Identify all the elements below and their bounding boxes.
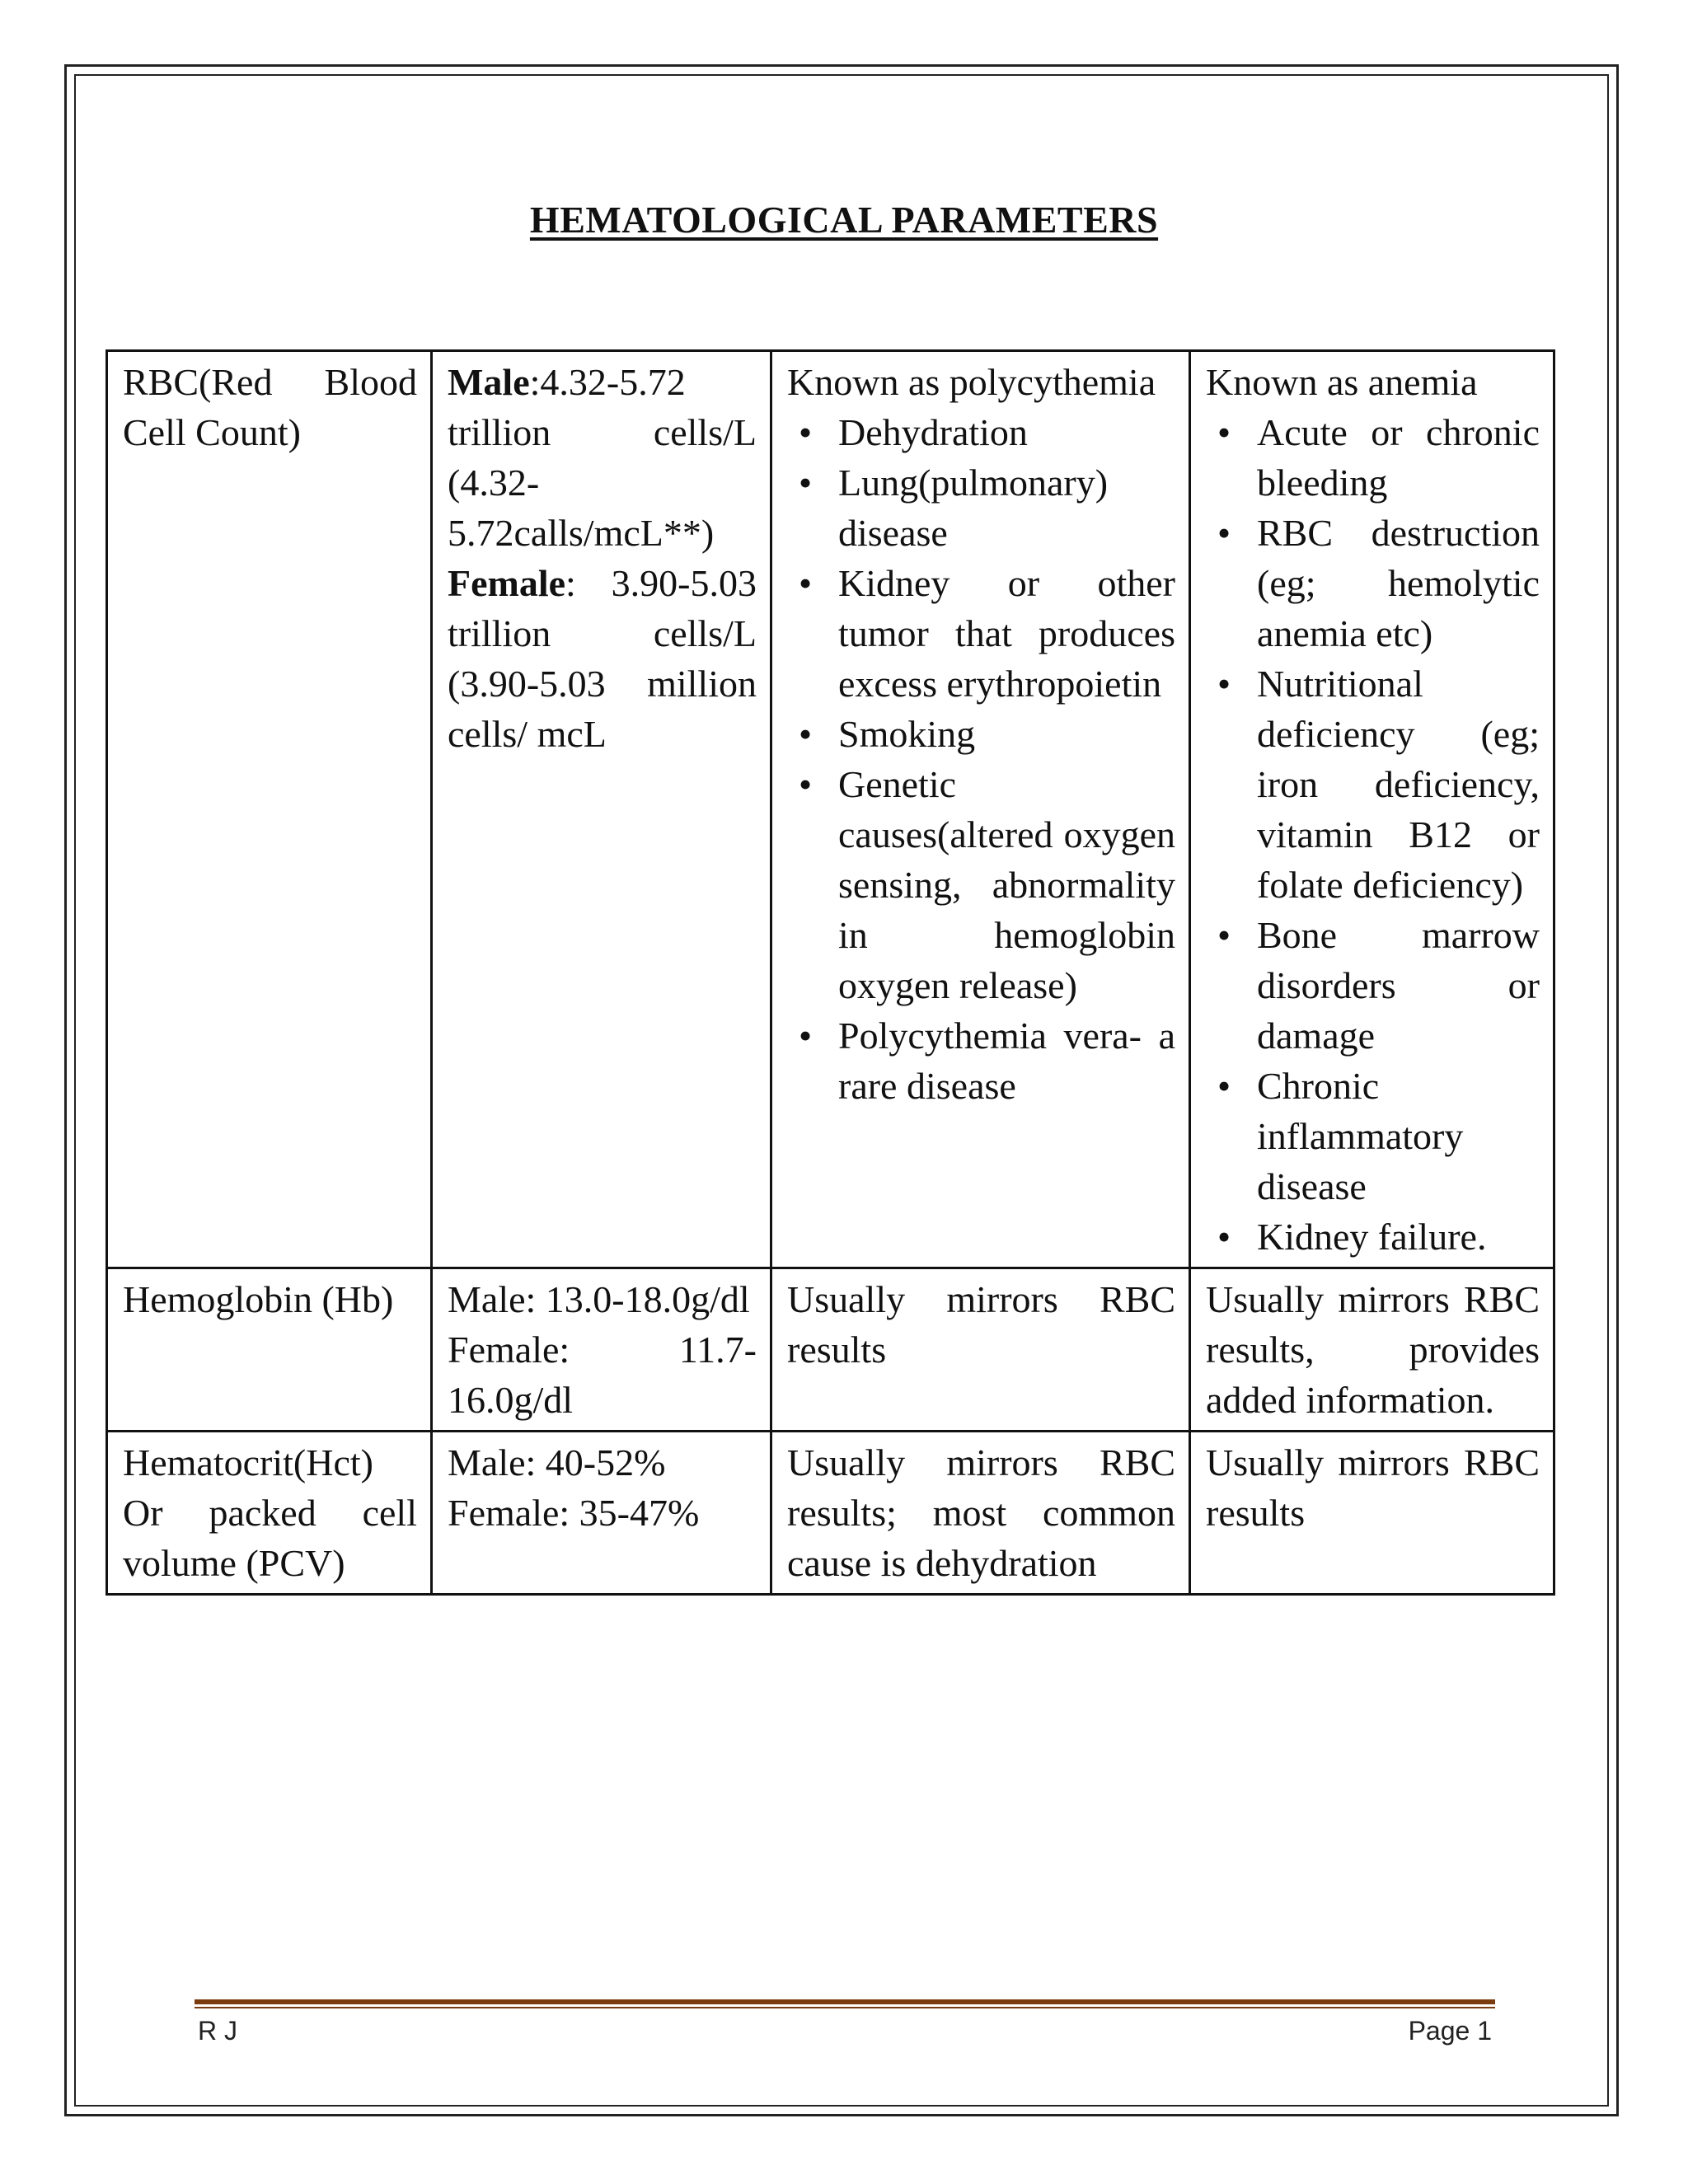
- list-item: • Dehydration: [787, 407, 1175, 457]
- list-item: • Kidney or other tumor that produces excess erythropoietin: [787, 558, 1175, 709]
- range-cell: [432, 1268, 771, 1432]
- footer-rule-thin: [195, 2007, 1495, 2008]
- list-item: • Kidney failure.: [1206, 1212, 1540, 1262]
- footer-rule: [195, 1999, 1495, 2004]
- female-range: Female: 35-47%: [448, 1492, 700, 1534]
- male-range: Male: 40-52%: [448, 1441, 666, 1483]
- high-cell: [771, 351, 1190, 1268]
- parameter-cell: Hematocrit(Hct) Or packed cell volume (PCV): [107, 1432, 432, 1595]
- male-range: Male: 13.0-18.0g/dl: [448, 1278, 750, 1320]
- list-item: • Lung(pulmonary) disease: [787, 457, 1175, 558]
- list-item: • RBC destruction (eg; hemolytic anemia etc): [1206, 508, 1540, 658]
- list-item: • Smoking: [787, 709, 1175, 759]
- footer-page-number: Page 1: [1408, 2016, 1492, 2046]
- low-causes-list: [1206, 407, 1540, 1262]
- list-item: • Bone marrow disorders or damage: [1206, 910, 1540, 1061]
- range-cell: [432, 351, 771, 1268]
- high-cell: Usually mirrors RBC results; most common cause is dehydration: [771, 1432, 1190, 1595]
- male-label: Male: [448, 361, 530, 403]
- female-range: : 3.90-5.03 trillion cells/L (3.90-5.03 million cells/ mcL: [448, 562, 757, 755]
- table-row-rbc: [107, 351, 1554, 1268]
- male-range: :4.32-5.72 trillion cells/L (4.32-5.72calls/mcL**): [448, 361, 757, 554]
- page-title: HEMATOLOGICAL PARAMETERS: [529, 199, 1159, 241]
- parameter-cell: RBC(Red Blood Cell Count): [107, 351, 432, 1268]
- high-causes-list: [787, 407, 1175, 1111]
- table-row-hematocrit: [107, 1432, 1554, 1595]
- low-cell: [1190, 351, 1554, 1268]
- parameter-cell: Hemoglobin (Hb): [107, 1268, 432, 1432]
- high-cell: Usually mirrors RBC results: [771, 1268, 1190, 1432]
- list-item: • Chronic inflammatory disease: [1206, 1061, 1540, 1212]
- low-intro: Known as anemia: [1206, 361, 1478, 403]
- list-item: • Polycythemia vera- a rare disease: [787, 1010, 1175, 1111]
- table-row-hemoglobin: [107, 1268, 1554, 1432]
- list-item: • Nutritional deficiency (eg; iron deficiency, vitamin B12 or folate deficiency): [1206, 658, 1540, 910]
- parameters-table: [106, 349, 1555, 1596]
- low-cell: Usually mirrors RBC results: [1190, 1432, 1554, 1595]
- low-cell: Usually mirrors RBC results, provides added information.: [1190, 1268, 1554, 1432]
- female-range: Female: 11.7-16.0g/dl: [448, 1329, 757, 1421]
- range-cell: [432, 1432, 771, 1595]
- female-label: Female: [448, 562, 566, 604]
- footer-author: R J: [198, 2016, 237, 2046]
- list-item: • Genetic causes(altered oxygen sensing, abnormality in hemoglobin oxygen release): [787, 759, 1175, 1010]
- list-item: • Acute or chronic bleeding: [1206, 407, 1540, 508]
- high-intro: Known as polycythemia: [787, 361, 1156, 403]
